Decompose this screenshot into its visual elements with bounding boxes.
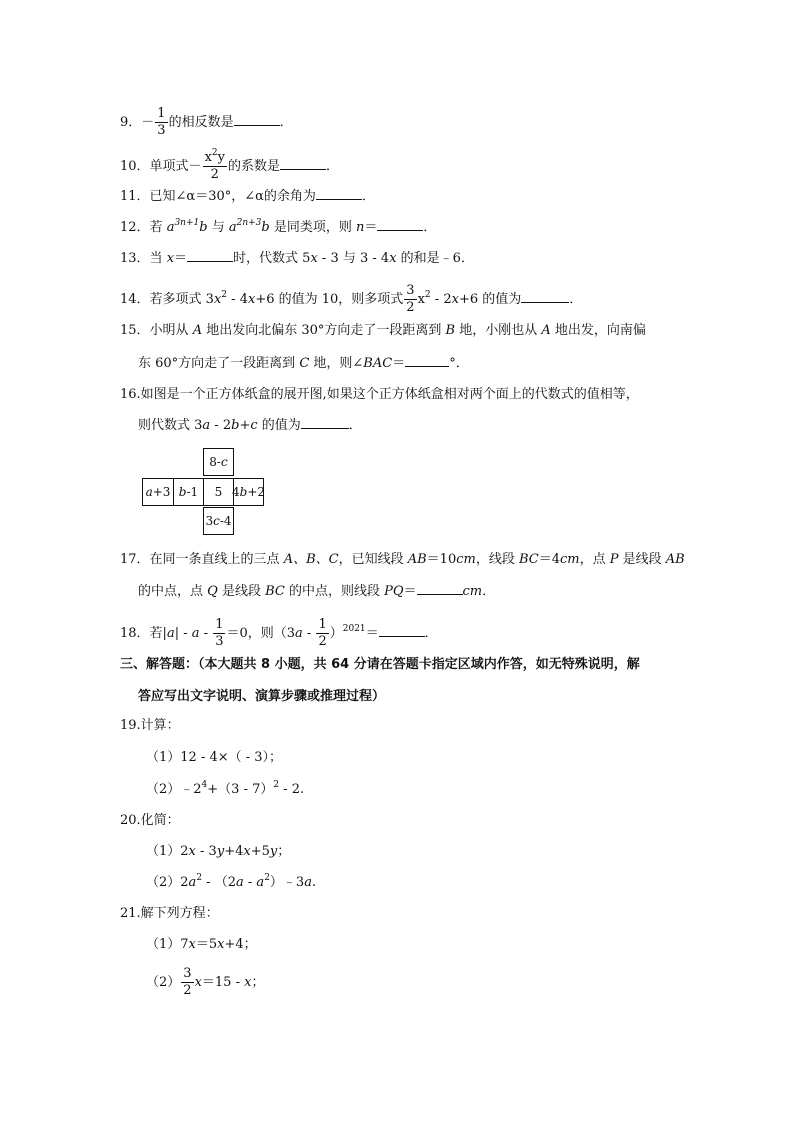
fraction (181, 966, 193, 999)
var: b (261, 220, 270, 235)
var: a (191, 626, 200, 641)
var: b (178, 485, 187, 499)
answer-blank[interactable] (187, 249, 233, 262)
question-19-title (120, 717, 180, 735)
answer-blank[interactable] (377, 218, 423, 231)
text: 地，则∠ (309, 356, 364, 371)
net-face-top (203, 448, 234, 476)
question-10 (120, 150, 339, 183)
answer-blank[interactable] (405, 354, 449, 367)
text: ＝ (365, 626, 379, 641)
text: ＝ (364, 220, 378, 235)
text: （2） (146, 975, 181, 990)
text: （1）12 - 4×（ - 3）； (146, 750, 283, 765)
var: x (243, 844, 251, 859)
cube-net-diagram (142, 448, 264, 536)
var: x (213, 292, 222, 307)
net-face-middle (203, 478, 234, 506)
exponent: 2 (196, 873, 203, 883)
question-20-title (120, 812, 180, 830)
question-20-part1 (146, 843, 290, 861)
var: a (228, 220, 237, 235)
section-heading-line2 (138, 688, 385, 706)
period: ． (424, 626, 438, 641)
answer-blank[interactable] (379, 624, 425, 637)
section-heading-line1 (120, 656, 640, 674)
text: ，线段 (475, 552, 519, 567)
question-20-part2 (146, 874, 316, 892)
var: BC (518, 552, 539, 567)
text: +（3 - 7） (207, 782, 274, 797)
text: 4 (231, 485, 240, 499)
text: 16.如图是一个正方体纸盒的展开图,如果这个正方体纸盒相对两个面上的代数式的值相等， (120, 387, 639, 402)
question-19-part2 (146, 781, 304, 799)
var: c (250, 418, 258, 433)
fraction (404, 283, 416, 316)
text: 三、解答题：（本大题共 8 小题，共 64 分请在答题卡指定区域内作答，如无特殊说明，解 (120, 657, 640, 672)
var: AB (665, 552, 685, 567)
numerator: 3 (183, 966, 192, 981)
exponent: 4 (201, 780, 208, 790)
text: °． (449, 356, 469, 371)
denominator: 2 (406, 300, 415, 315)
question-14 (120, 283, 582, 316)
var: a (235, 875, 244, 890)
text: 19.计算： (120, 718, 180, 733)
text: ； (277, 844, 291, 859)
exponent: 2 (424, 290, 431, 300)
period: ． (482, 584, 496, 599)
text: （2）2 (146, 875, 189, 890)
denominator: 2 (318, 634, 327, 649)
text: ＝ (392, 356, 406, 371)
exponent: 2n+3 (236, 218, 262, 228)
question-21-title (120, 905, 219, 923)
text: 的中点，则线段 (284, 584, 385, 599)
text: ，点 (579, 552, 610, 567)
var: b (231, 418, 240, 433)
q9-text: 的相反数是 (168, 115, 234, 130)
text: -4 (219, 514, 232, 528)
exponent: 2 (264, 873, 270, 883)
answer-blank[interactable] (521, 290, 569, 303)
minus-sign: － (188, 159, 202, 174)
answer-blank[interactable] (301, 416, 349, 429)
text: +3 (152, 485, 171, 499)
numerator: 1 (318, 617, 327, 632)
period: ． (326, 159, 340, 174)
var: C (299, 356, 310, 371)
net-face-left1 (142, 478, 174, 506)
text: ＝0，则（3 (226, 626, 296, 641)
text: - 2 (210, 418, 232, 433)
exponent: 2021 (342, 624, 366, 634)
var: P (609, 552, 619, 567)
question-16-line2 (138, 416, 362, 435)
period: ． (348, 418, 362, 433)
var: BAC (363, 356, 393, 371)
answer-blank[interactable] (316, 187, 362, 200)
text: 17．在同一条直线上的三点 (120, 552, 284, 567)
text: - (199, 626, 213, 641)
text: ＝10 (426, 552, 457, 567)
fraction (316, 617, 328, 650)
text: ）﹣3 (269, 875, 305, 890)
var: a (188, 875, 197, 890)
question-11 (120, 187, 375, 206)
text: +6 的值为 10，则多项式 (255, 292, 404, 307)
text: - （2 (202, 875, 236, 890)
var-y: y (217, 150, 225, 165)
text: ，已知线段 (338, 552, 408, 567)
text: 地出发，向南偏 (550, 323, 646, 338)
text: 18．若| (120, 626, 167, 641)
text: 14．若多项式 3 (120, 292, 214, 307)
var: b (239, 485, 248, 499)
text: 3 (205, 514, 214, 528)
text: （2）﹣2 (146, 782, 202, 797)
text: 8- (209, 455, 221, 469)
var: y (269, 844, 278, 859)
var: b (199, 220, 208, 235)
text: 答应写出文字说明、演算步骤或推理过程） (138, 689, 386, 704)
text: -1 (186, 485, 199, 499)
text: - 4 (227, 292, 248, 307)
var: a (145, 485, 153, 499)
text: 则代数式 3 (138, 418, 203, 433)
text: ＝ (403, 584, 417, 599)
question-15-line1 (120, 322, 646, 340)
text: 东 60°方向走了一段距离到 (138, 356, 300, 371)
text: ＝5 (195, 937, 218, 952)
q10-text2: 的系数是 (228, 159, 281, 174)
var: c (213, 514, 220, 528)
text: | - (174, 626, 192, 641)
var: x (389, 251, 397, 266)
var: x (188, 937, 196, 952)
question-17-line2 (138, 582, 495, 601)
q10-text: 10．单项式 (120, 159, 189, 174)
denominator: 3 (215, 634, 224, 649)
var: x (194, 975, 202, 990)
var: n (356, 220, 365, 235)
var: x (451, 292, 459, 307)
var: A (541, 323, 551, 338)
net-face-right (233, 478, 264, 506)
text: 的中点，点 (138, 584, 208, 599)
period: ． (569, 292, 583, 307)
q9-number: 9． (120, 115, 142, 130)
question-12 (120, 218, 436, 237)
text: 15．小明从 (120, 323, 193, 338)
var: x (244, 975, 252, 990)
answer-blank[interactable] (280, 157, 326, 170)
net-face-left2 (173, 478, 204, 506)
period: ． (279, 115, 293, 130)
text: - 3 与 3 - 4 (317, 251, 390, 266)
text: 的和是﹣6． (396, 251, 474, 266)
text: - 3 (195, 844, 217, 859)
question-19-part1 (146, 749, 282, 767)
text: 21.解下列方程： (120, 906, 219, 921)
minus-sign: － (141, 115, 155, 130)
unit: cm (456, 552, 476, 567)
numerator: 1 (157, 106, 166, 121)
var: a (295, 626, 303, 641)
text: +6 的值为 (458, 292, 522, 307)
var: AB (407, 552, 427, 567)
fraction (155, 106, 167, 139)
text: - (302, 626, 316, 641)
question-21-part1 (146, 936, 257, 954)
var: B (445, 323, 456, 338)
denominator: 2 (210, 167, 219, 182)
var: x (188, 844, 196, 859)
text: ＝15 - (201, 975, 245, 990)
period: ． (423, 220, 437, 235)
text: - (243, 875, 257, 890)
fraction (213, 617, 225, 650)
var: a (256, 875, 265, 890)
var: A (192, 323, 203, 338)
q11-text: 11．已知∠α＝30°，∠α的余角为 (120, 189, 316, 204)
var: x (217, 937, 225, 952)
exponent: 3n+1 (174, 218, 200, 228)
text: 与 (207, 220, 229, 235)
question-15-line2 (138, 354, 469, 373)
var: x (166, 251, 175, 266)
text: x (417, 292, 425, 307)
answer-blank[interactable] (234, 113, 280, 126)
text: （1）2 (146, 844, 189, 859)
denominator: 2 (183, 983, 192, 998)
var: x (247, 292, 256, 307)
text: +4 (224, 844, 244, 859)
text: 12．若 (120, 220, 167, 235)
question-16-line1 (120, 386, 639, 404)
unit: cm (462, 584, 483, 599)
text: 地出发向北偏东 30°方向走了一段距离到 (202, 323, 446, 338)
unit: cm (560, 552, 580, 567)
numerator: 1 (215, 617, 224, 632)
text: +2 (247, 485, 266, 499)
var: a (202, 418, 211, 433)
answer-blank[interactable] (417, 582, 463, 595)
text: ） (329, 626, 343, 641)
numerator: 3 (406, 283, 415, 298)
text: - 2 (430, 292, 452, 307)
var: BC (265, 584, 285, 599)
text: . (311, 875, 317, 890)
fraction (203, 150, 227, 183)
question-18 (120, 617, 438, 650)
denominator: 3 (157, 123, 166, 138)
text: ＝4 (538, 552, 560, 567)
question-13 (120, 249, 474, 268)
exponent: 2 (221, 290, 228, 300)
var: a (304, 875, 312, 890)
text: 是同类项，则 (269, 220, 356, 235)
var-x: x (204, 150, 212, 165)
exponent: 2 (273, 780, 280, 790)
text: - 2. (279, 782, 305, 797)
text: ； (251, 975, 265, 990)
var: y (216, 844, 225, 859)
var: Q (207, 584, 218, 599)
text: 5 (214, 485, 223, 499)
text: 时，代数式 5 (233, 251, 311, 266)
text: +4； (224, 937, 257, 952)
question-17-line1 (120, 551, 685, 569)
var: c (220, 455, 228, 469)
numerator (203, 150, 227, 167)
net-face-bottom (203, 507, 234, 535)
question-9 (120, 106, 293, 139)
text: 是线段 (618, 552, 666, 567)
text: + (239, 418, 251, 433)
text: +5 (250, 844, 270, 859)
var: a (166, 626, 175, 641)
text: 地，小刚也从 (455, 323, 542, 338)
exponent: 2 (211, 148, 218, 158)
text: （1）7 (146, 937, 189, 952)
text: 20.化简： (120, 813, 180, 828)
period: ． (361, 189, 375, 204)
var: a (166, 220, 175, 235)
text: 是线段 (217, 584, 266, 599)
var: PQ (384, 584, 404, 599)
text: 13．当 (120, 251, 167, 266)
var: A、B、C (283, 552, 339, 567)
question-21-part2 (146, 966, 264, 999)
text: 的值为 (257, 418, 301, 433)
text: ＝ (174, 251, 188, 266)
var: x (310, 251, 318, 266)
